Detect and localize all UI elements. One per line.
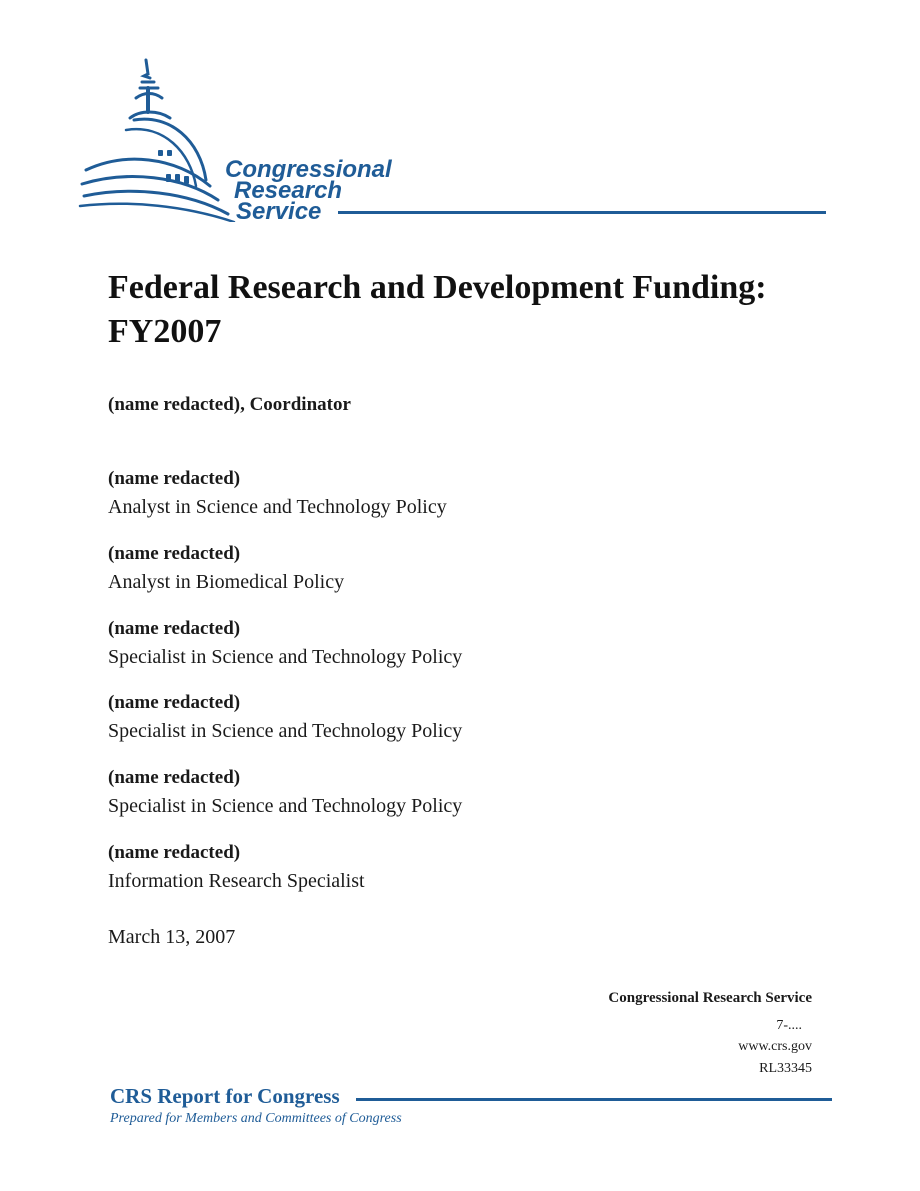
footer-subtitle: Prepared for Members and Committees of Congress [110, 1111, 402, 1126]
author-name: (name redacted) [108, 618, 241, 639]
author-name: (name redacted) [108, 692, 241, 713]
logo-divider [338, 211, 826, 214]
crs-url-link[interactable]: www.crs.gov [738, 1039, 812, 1054]
coordinator-name: (name redacted), Coordinator [108, 394, 351, 415]
footer-divider [356, 1098, 832, 1101]
author-role: Information Research Specialist [108, 870, 365, 892]
logo-text-line1: Congressional [225, 156, 392, 183]
author-role: Specialist in Science and Technology Policy [108, 795, 463, 817]
report-title: Federal Research and Development Funding: FY2007 [108, 269, 767, 350]
author-role: Specialist in Science and Technology Policy [108, 720, 463, 742]
author-role: Analyst in Biomedical Policy [108, 571, 345, 593]
author-role: Specialist in Science and Technology Policy [108, 646, 463, 668]
capitol-dome-icon [78, 52, 248, 222]
author-name: (name redacted) [108, 767, 241, 788]
author-name: (name redacted) [108, 543, 241, 564]
report-number: RL33345 [759, 1061, 812, 1076]
crs-name: Congressional Research Service [608, 990, 812, 1006]
logo-text-line3: Service [236, 198, 322, 225]
author-name: (name redacted) [108, 842, 241, 863]
footer-title: CRS Report for Congress [110, 1084, 340, 1108]
logo-text-line2: Research [234, 177, 343, 204]
crs-phone: 7-.... [776, 1018, 802, 1033]
author-role: Analyst in Science and Technology Policy [108, 496, 447, 518]
report-date: March 13, 2007 [108, 926, 236, 948]
author-name: (name redacted) [108, 468, 241, 489]
